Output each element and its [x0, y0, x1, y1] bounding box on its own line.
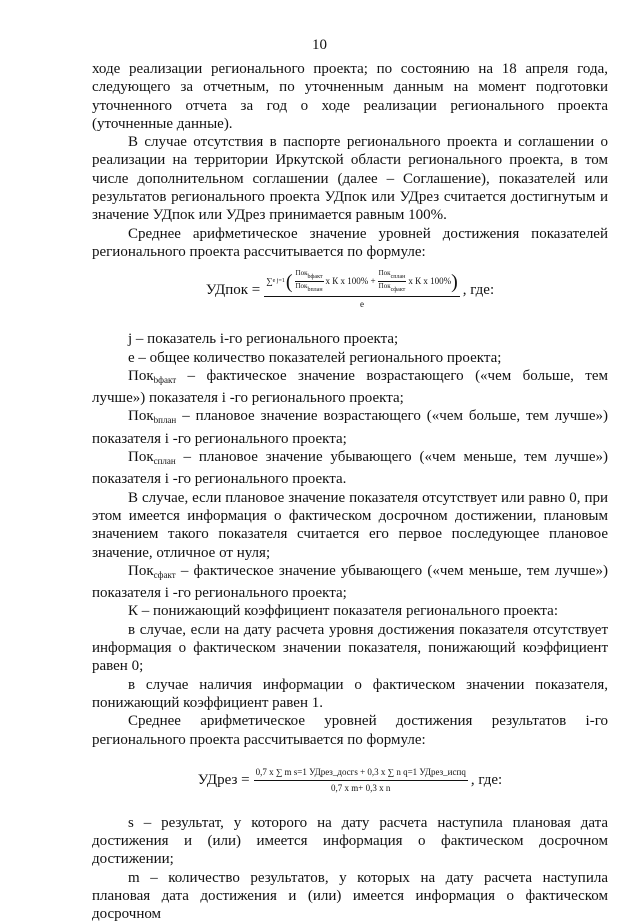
- paragraph-mean-indicators: Среднее арифметическое значение уровней достижения показателей регионального проекта рассчитывается по формуле:: [92, 225, 608, 260]
- paren-close: ): [451, 270, 458, 293]
- paren-open: (: [285, 270, 293, 293]
- ratio-b-top: Покbфакт: [295, 269, 323, 281]
- definition-pok-c-plan: Пок$_{cплан}$ – плановое значение убывающего («чем меньше, тем лучше») показателя i -го регионального проекта.: [92, 449, 608, 488]
- definition-pok-b-fakt: Пок$_{bфакт}$ – фактическое значение возрастающего («чем больше, тем лучше») показателя i -го регионального проекта;: [92, 367, 608, 407]
- definition-s: s – результат, у которого на дату расчета наступила плановая дата достижения и (или) имеется информация о фактическом досрочном достижении;: [92, 814, 608, 868]
- sum-symbol: ∑: [266, 276, 273, 287]
- formula-udpok-lhs: УДпок =: [205, 281, 261, 298]
- definition-pok-b-plan: Пок$_{bплан}$ – плановое значение возрастающего («чем больше, тем лучше») показателя i -го регионального проекта;: [92, 408, 608, 447]
- ratio-b: [295, 269, 324, 294]
- formula-udrez-lhs: УДрез =: [197, 772, 250, 789]
- formula-udrez-denominator: 0,7 х m+ 0,3 х n: [331, 782, 391, 793]
- definition-pok-c-fakt: Пок$_{cфакт}$ – фактическое значение убывающего («чем меньше, тем лучше») показателя i -го регионального проекта;: [92, 562, 608, 602]
- formula-udrez-fraction: [254, 767, 468, 794]
- paragraph-continuation: ходе реализации регионального проекта; по состоянию на 18 апреля года, следующего за отчетным, по уточненным данным на момент подготовки уточненного отчета за год о ходе реализации регионального проекта (уточненные данные).: [92, 61, 608, 132]
- sum-range: e j=1: [272, 278, 285, 285]
- ratio-b-bottom: Покbплан: [295, 282, 323, 294]
- formula-udrez: [92, 767, 608, 794]
- paragraph-mean-results: Среднее арифметическое уровней достижения результатов i-го регионального проекта рассчитывается по формуле:: [92, 713, 608, 748]
- definition-k: К – понижающий коэффициент показателя регионального проекта:: [128, 603, 558, 620]
- ratio-c-bottom: Покcфакт: [378, 282, 406, 294]
- definition-j: j – показатель i-го регионального проекта;: [128, 331, 399, 348]
- paragraph-absence-case: В случае отсутствия в паспорте регионального проекта и соглашении о реализации на территории Иркутской области регионального проекта, в том числе дополнительном соглашении (далее – Соглашение), показателей или результатов регионального проекта УДпок или УДрез считается достигнутым и значение УДпок или УДрез принимается равным 100%.: [92, 134, 608, 224]
- k-case-zero: в случае, если на дату расчета уровня достижения показателя отсутствует информация о фактическом значении показателя, понижающий коэффициент равен 0;: [92, 621, 608, 675]
- ratio-c-top: Покcплан: [378, 269, 406, 281]
- formula-udrez-numerator: 0,7 х ∑ m s=1 УДрез_досгs + 0,3 х ∑ n q=1 УДрез_испq: [254, 767, 468, 781]
- term2-tail: х К х 100%: [408, 276, 452, 287]
- definition-e: е – общее количество показателей регионального проекта;: [128, 349, 502, 366]
- formula-udrez-suffix: , где:: [470, 772, 503, 789]
- formula-udpok-fraction: [264, 269, 460, 310]
- formula-udpok-denominator: е: [359, 299, 364, 310]
- definition-m: m – количество результатов, у которых на дату расчета наступила плановая дата достижения и (или) имеется информация о фактическом досрочном: [92, 869, 608, 923]
- k-case-one: в случае наличия информации о фактическом значении показателя, понижающий коэффициент равен 1.: [92, 676, 608, 711]
- body-text: [92, 60, 608, 924]
- formula-udpok-numerator: [264, 269, 460, 297]
- term1-tail: х К х 100% +: [325, 276, 376, 287]
- formula-udpok-suffix: , где:: [462, 281, 495, 298]
- ratio-c: [378, 269, 407, 294]
- formula-udpok: [92, 269, 608, 310]
- page-number: 10: [312, 37, 327, 53]
- paragraph-plan-zero-case: В случае, если плановое значение показателя отсутствует или равно 0, при этом имеется информация о фактическом досрочном достижении, плановым значением такого показателя считается его первое последующее плановое значение, отличное от нуля;: [92, 489, 608, 561]
